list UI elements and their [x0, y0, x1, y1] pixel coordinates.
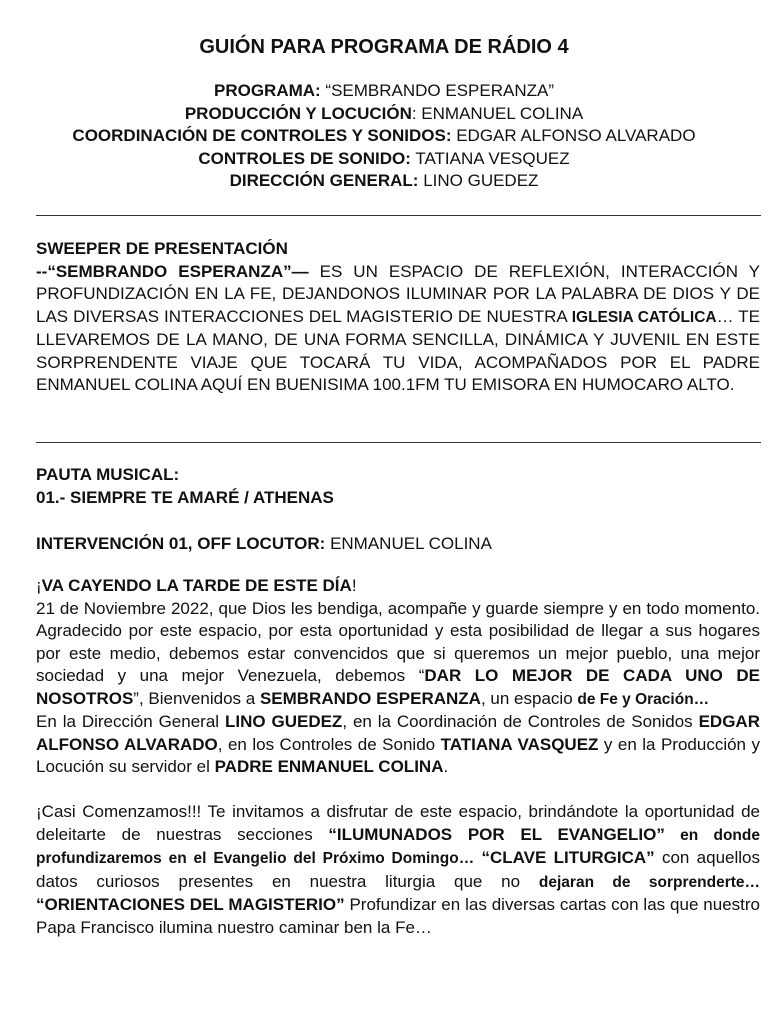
paragraph-text: , un espacio	[480, 688, 578, 708]
greeting	[36, 575, 760, 598]
credits-block	[0, 80, 768, 193]
blank-line	[36, 779, 760, 802]
sweeper-text-part1: ES UN ESPACIO DE REFLEXIÓN, INTERACCIÓN Y PROFUNDIZACIÓN EN LA FE, DEJANDONOS ILUMINAR POR LA PALABRA DE DIOS Y DE LAS DIVERSAS INTERACCIONES DEL MAGISTERIO DE NUESTRA	[36, 261, 761, 326]
divider-top	[36, 215, 761, 216]
paragraph-text: En la Dirección General	[36, 712, 225, 731]
sweeper-heading: SWEEPER DE PRESENTACIÓN	[36, 239, 288, 258]
credit-line-coordinacion	[0, 125, 768, 148]
paragraph-text: ¡Casi Comenzamos!!! Te invitamos a disfrutar de este espacio, brindándote la oportunidad de deleitarte de nuestras secciones	[36, 802, 760, 844]
paragraph-emphasis: EDGAR ALFONSO ALVARADO	[36, 712, 760, 754]
intervencion-line	[36, 533, 760, 556]
paragraph-text: y en la Producción y Locución su servidor el	[36, 734, 760, 776]
pauta-song: 01.- SIEMPRE TE AMARÉ / ATHENAS	[36, 487, 334, 507]
credit-label: PROGRAMA:	[213, 81, 321, 100]
credit-value: TATIANA VESQUEZ	[410, 148, 570, 168]
page-title: GUIÓN PARA PROGRAMA DE RÁDIO 4	[199, 36, 569, 58]
credit-label: CONTROLES DE SONIDO:	[198, 148, 411, 168]
sweeper-text-part2: … TE LLEVAREMOS DE LA MANO, DE UNA FORMA SENCILLA, DINÁMICA Y JUVENIL EN ESTE SORPRENDENTE VIAJE QUE TOCARÁ TU VIDA, ACOMPAÑADOS POR EL PADRE ENMANUEL COLINA AQUÍ EN BUENISIMA 100.1FM TU EMISORA EN HUMOCARO ALTO.	[36, 306, 761, 394]
paragraph-credits	[36, 711, 760, 779]
paragraph-emphasis: SEMBRANDO ESPERANZA	[259, 688, 481, 708]
credit-value: : ENMANUEL COLINA	[411, 103, 584, 123]
pauta-heading: PAUTA MUSICAL:	[36, 465, 180, 484]
credit-line-produccion	[0, 103, 768, 126]
credit-label: COORDINACIÓN DE CONTROLES Y SONIDOS:	[72, 126, 452, 145]
credit-value: EDGAR ALFONSO ALVARADO	[451, 126, 696, 145]
paragraph-emphasis: “ILUMUNADOS POR EL EVANGELIO”	[328, 824, 665, 844]
pauta-section	[36, 464, 760, 509]
paragraph-text: 21 de Noviembre 2022, que Dios les bendiga, acompañe y guarde siempre y en todo momento. Agradecido por este espacio, por esta oportunidad y esta posibilidad de llegar a sus hogares por este medio, debemos estar convencidos que si queremos un mejor pueblo, una mejor sociedad y una mejor Venezuela, debemos “	[36, 598, 760, 685]
paragraph-text: , en los Controles de Sonido	[217, 734, 441, 754]
credit-line-controles	[0, 148, 768, 171]
paragraph-emphasis: PADRE ENMANUEL COLINA	[214, 757, 444, 776]
paragraph-emphasis: TATIANA VASQUEZ	[440, 734, 599, 754]
sweeper-section	[36, 238, 760, 397]
credit-label: DIRECCIÓN GENERAL:	[229, 171, 419, 190]
divider-bottom	[36, 442, 761, 443]
greeting-text: VA CAYENDO LA TARDE DE ESTE DÍA	[41, 576, 352, 595]
sweeper-lead: --“SEMBRANDO ESPERANZA”—	[36, 261, 309, 281]
paragraph-emphasis: dejaran de sorprenderte…	[538, 873, 761, 891]
credit-line-programa	[0, 80, 768, 103]
paragraph-text: .	[443, 757, 449, 776]
paragraph-welcome	[36, 598, 760, 712]
paragraph-text: ”, Bienvenidos a	[133, 688, 260, 708]
paragraph-text: Profundizar en las diversas cartas con las que nuestro Papa Francisco ilumina nuestro caminar ben la Fe…	[36, 895, 760, 937]
script-body	[36, 575, 760, 939]
paragraph-emphasis: “ORIENTACIONES DEL MAGISTERIO”	[36, 895, 345, 914]
paragraph-emphasis: en donde profundizaremos en el Evangelio del Próximo Domingo…	[36, 826, 760, 867]
paragraph-emphasis: de Fe y Oración…	[577, 690, 710, 708]
sweeper-text	[36, 261, 760, 397]
paragraph-emphasis: “CLAVE LITURGICA”	[474, 848, 655, 867]
credit-line-direccion	[0, 170, 768, 193]
intervencion-value: ENMANUEL COLINA	[325, 534, 492, 553]
paragraph-text: , en la Coordinación de Controles de Sonidos	[342, 712, 699, 731]
intervencion-label: INTERVENCIÓN 01, OFF LOCUTOR:	[36, 534, 326, 553]
paragraph-emphasis: LINO GUEDEZ	[224, 712, 343, 731]
greeting-close: !	[351, 576, 357, 595]
paragraph-sections	[36, 801, 760, 939]
credit-value: LINO GUEDEZ	[418, 171, 539, 190]
greeting-open: ¡	[36, 576, 42, 595]
paragraph-emphasis: DAR LO MEJOR DE CADA UNO DE NOSOTROS	[36, 666, 761, 708]
credit-label: PRODUCCIÓN Y LOCUCIÓN	[184, 103, 412, 123]
sweeper-church: IGLESIA CATÓLICA	[571, 308, 717, 326]
paragraph-text: con aquellos datos curiosos presentes en nuestra liturgia que no	[36, 848, 760, 891]
credit-value: “SEMBRANDO ESPERANZA”	[320, 81, 555, 100]
